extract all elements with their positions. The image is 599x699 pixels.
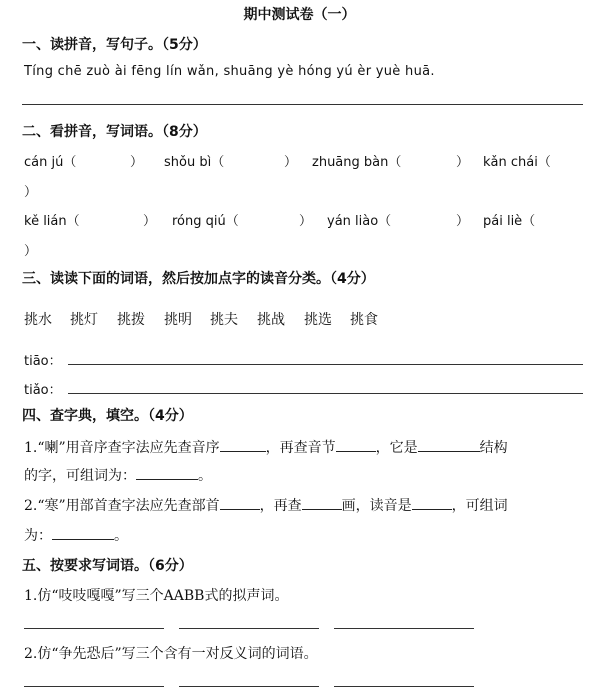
answer-line[interactable] bbox=[179, 628, 319, 629]
answer-line[interactable] bbox=[24, 686, 164, 687]
q42-text-d: ，可组词 bbox=[451, 498, 508, 514]
q42-blank-hua[interactable] bbox=[302, 497, 342, 510]
close-paren: ） bbox=[24, 185, 38, 200]
word-item: 挑水 bbox=[24, 312, 52, 328]
section-5-heading: 五、按要求写词语。（6分） bbox=[22, 558, 193, 574]
q41-text-f: 。 bbox=[198, 468, 212, 484]
close-paren: ） bbox=[456, 155, 470, 170]
q41-text-c: ，它是 bbox=[375, 440, 418, 456]
close-paren: ） bbox=[143, 214, 157, 229]
word-item: 挑明 bbox=[164, 312, 192, 328]
q41-blank-zuci[interactable] bbox=[136, 467, 198, 480]
q42-blank-bushou[interactable] bbox=[220, 497, 260, 510]
section-2-heading: 二、看拼音，写词语。（8分） bbox=[22, 124, 207, 140]
section-1-pinyin: Tíng chē zuò ài fēng lín wǎn, shuāng yè hóng yú èr yuè huā. bbox=[24, 64, 435, 79]
q42-blank-zuci[interactable] bbox=[52, 527, 114, 540]
answer-line[interactable] bbox=[334, 628, 474, 629]
close-paren: ） bbox=[24, 244, 38, 259]
q42-text-c: 画，读音是 bbox=[341, 498, 412, 514]
q41-text-a: 1.“喇”用音序查字法应先查音序 bbox=[24, 440, 220, 456]
tiao1-label: tiāo： bbox=[24, 354, 62, 369]
pinyin-item-5: kě lián（ bbox=[24, 214, 80, 229]
pinyin-item-1: cán jú（ bbox=[24, 155, 77, 170]
pinyin-item-3: zhuāng bàn（ bbox=[312, 155, 402, 170]
close-paren: ） bbox=[284, 155, 298, 170]
word-item: 挑战 bbox=[257, 312, 285, 328]
q41-blank-jiegou[interactable] bbox=[418, 439, 480, 452]
section-1-heading: 一、读拼音，写句子。（5分） bbox=[22, 37, 207, 53]
q42-blank-duyin[interactable] bbox=[412, 497, 452, 510]
answer-line[interactable] bbox=[334, 686, 474, 687]
section-4-heading: 四、查字典，填空。（4分） bbox=[22, 408, 193, 424]
word-item: 挑食 bbox=[350, 312, 378, 328]
question-4-2-line-1 bbox=[24, 495, 508, 515]
pinyin-item-4: kǎn chái（ bbox=[483, 155, 551, 170]
pinyin-item-6: róng qiú（ bbox=[172, 214, 239, 229]
close-paren: ） bbox=[299, 214, 313, 229]
answer-line[interactable] bbox=[24, 628, 164, 629]
word-item: 挑夫 bbox=[210, 312, 238, 328]
word-item: 挑拨 bbox=[117, 312, 145, 328]
pinyin-item-8: pái liè（ bbox=[483, 214, 536, 229]
page-title: 期中测试卷（一） bbox=[243, 7, 356, 23]
q42-text-e: 为： bbox=[24, 528, 52, 544]
question-4-2-line-2 bbox=[24, 525, 128, 545]
pinyin-item-2: shǒu bì（ bbox=[164, 155, 225, 170]
answer-line[interactable] bbox=[179, 686, 319, 687]
tiao3-answer-line[interactable] bbox=[68, 393, 583, 394]
q42-text-f: 。 bbox=[114, 528, 128, 544]
q41-blank-yinxu[interactable] bbox=[220, 439, 266, 452]
q41-text-b: ，再查音节 bbox=[265, 440, 336, 456]
tiao1-answer-line[interactable] bbox=[68, 364, 583, 365]
q42-text-b: ，再查 bbox=[259, 498, 302, 514]
q41-blank-yinjie[interactable] bbox=[336, 439, 376, 452]
tiao3-label: tiǎo： bbox=[24, 383, 62, 398]
q42-text-a: 2.“寒”用部首查字法应先查部首 bbox=[24, 498, 220, 514]
question-5-1: 1.仿“吱吱嘎嘎”写三个AABB式的拟声词。 bbox=[24, 588, 289, 604]
q41-text-e: 的字，可组词为： bbox=[24, 468, 136, 484]
close-paren: ） bbox=[130, 155, 144, 170]
section-3-heading: 三、读读下面的词语，然后按加点字的读音分类。（4分） bbox=[22, 271, 375, 287]
pinyin-item-7: yán liào（ bbox=[327, 214, 392, 229]
section-1-answer-line[interactable] bbox=[22, 104, 583, 105]
question-5-2: 2.仿“争先恐后”写三个含有一对反义词的词语。 bbox=[24, 646, 318, 662]
close-paren: ） bbox=[456, 214, 470, 229]
q41-text-d: 结构 bbox=[479, 440, 508, 456]
word-item: 挑灯 bbox=[70, 312, 98, 328]
word-item: 挑选 bbox=[304, 312, 332, 328]
question-4-1-line-2 bbox=[24, 465, 212, 485]
question-4-1-line-1 bbox=[24, 437, 508, 457]
